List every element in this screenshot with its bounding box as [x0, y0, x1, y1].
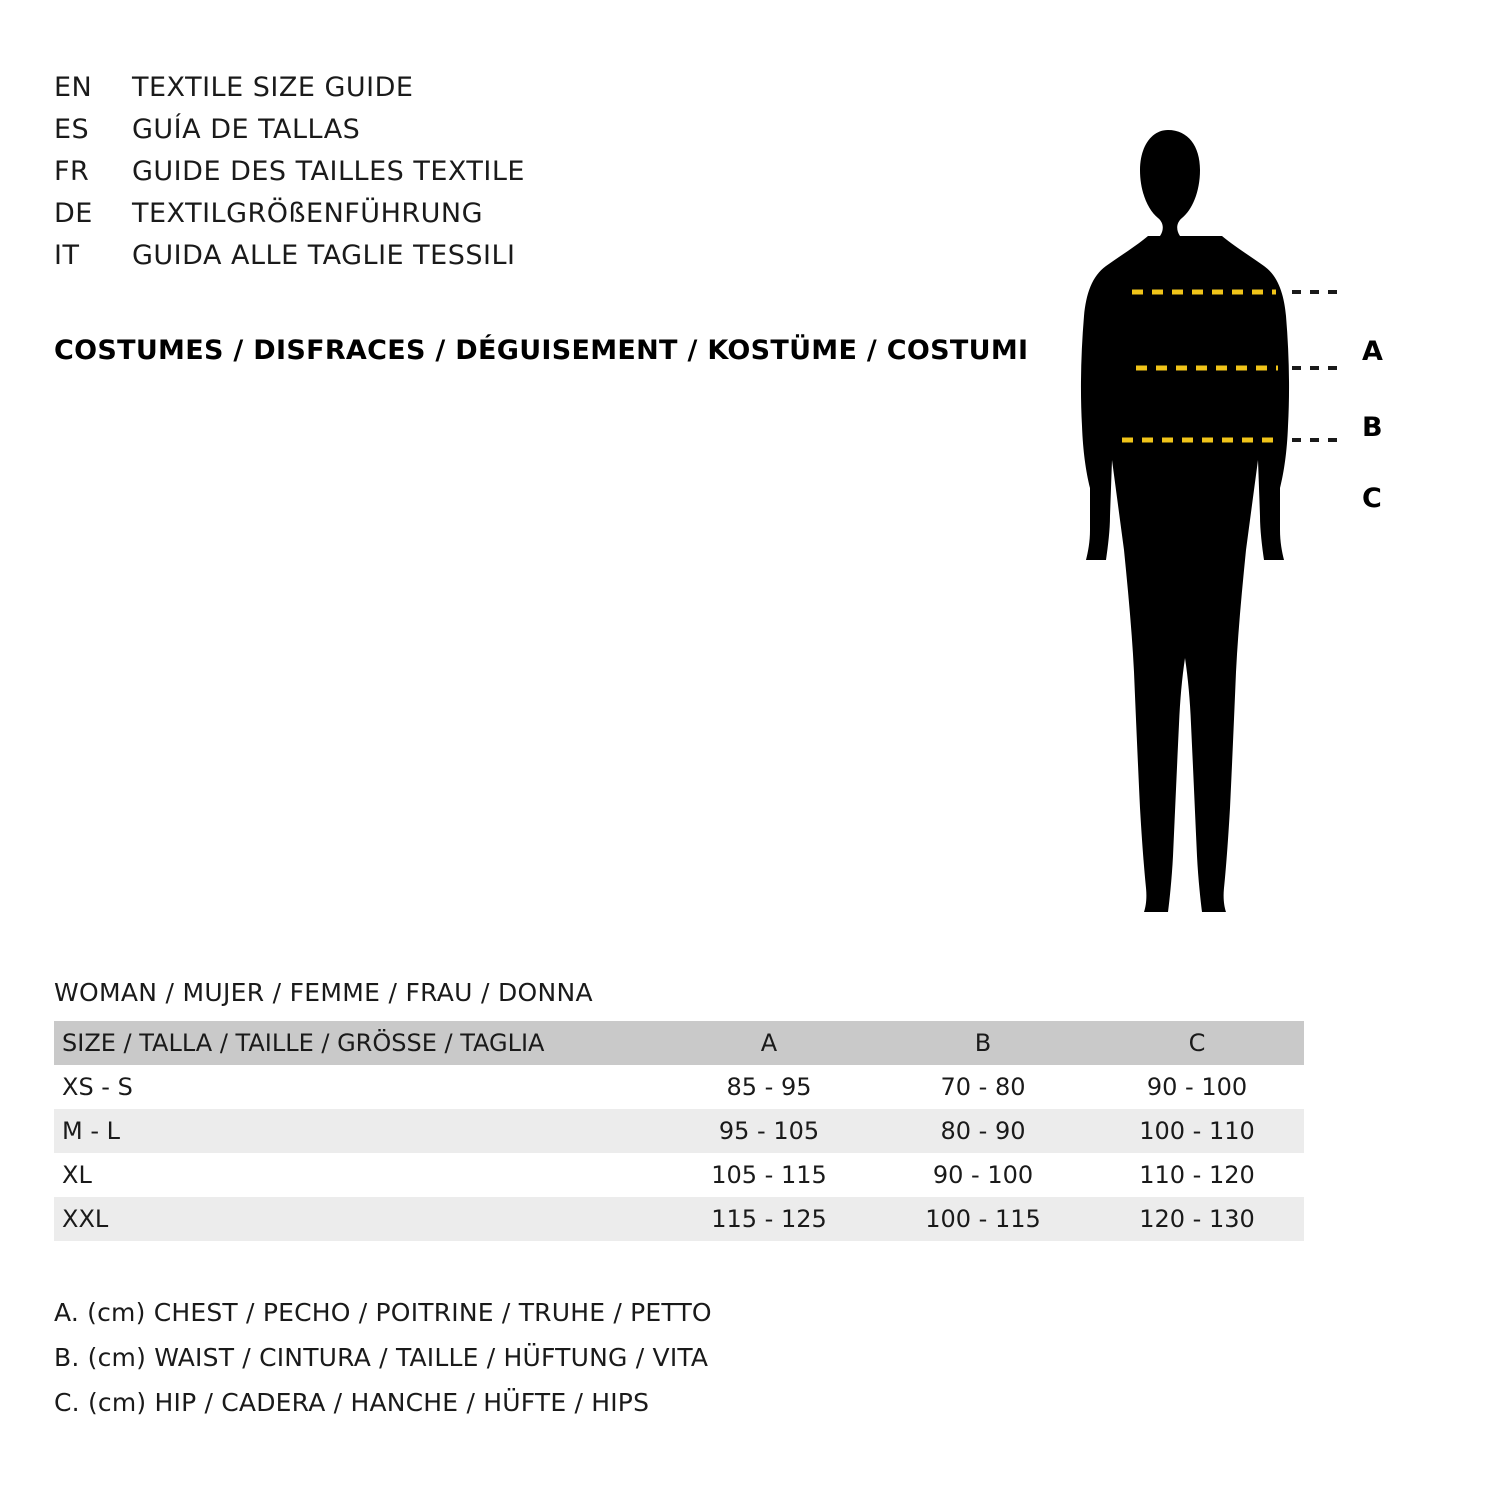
language-row-en — [54, 72, 1014, 114]
legend-item-b: B. (cm) WAIST / CINTURA / TAILLE / HÜFTUNG / VITA — [54, 1343, 709, 1372]
cell-a: 105 - 115 — [711, 1161, 827, 1189]
cell-a: 95 - 105 — [718, 1117, 820, 1145]
table-row — [54, 1065, 1304, 1109]
column-header-c: C — [1188, 1029, 1206, 1057]
size-table — [54, 1021, 1304, 1241]
cell-b: 80 - 90 — [940, 1117, 1026, 1145]
measurement-legend — [54, 1290, 712, 1425]
language-row-it — [54, 240, 1014, 282]
cell-size: XL — [62, 1161, 92, 1189]
silhouette-body — [1081, 130, 1289, 912]
cell-size: XS - S — [62, 1073, 133, 1101]
table-header-row — [54, 1021, 1304, 1065]
legend-item-c: C. (cm) HIP / CADERA / HANCHE / HÜFTE / HIPS — [54, 1388, 650, 1417]
language-row-fr — [54, 156, 1014, 198]
marker-label-a: A — [1362, 336, 1383, 367]
language-title: GUIDA ALLE TAGLIE TESSILI — [132, 240, 516, 271]
cell-c: 90 - 100 — [1146, 1073, 1248, 1101]
size-table-head — [54, 1021, 1304, 1065]
language-code: DE — [54, 198, 93, 229]
size-table-section — [54, 978, 1454, 1241]
cell-size: M - L — [62, 1117, 120, 1145]
legend-item-a: A. (cm) CHEST / PECHO / POITRINE / TRUHE / PETTO — [54, 1298, 712, 1327]
language-title: GUIDE DES TAILLES TEXTILE — [132, 156, 525, 187]
cell-b: 90 - 100 — [932, 1161, 1034, 1189]
cell-c: 100 - 110 — [1139, 1117, 1255, 1145]
language-code: IT — [54, 240, 80, 271]
table-caption: WOMAN / MUJER / FEMME / FRAU / DONNA — [54, 978, 593, 1007]
column-header-a: A — [760, 1029, 778, 1057]
table-row — [54, 1109, 1304, 1153]
table-row — [54, 1153, 1304, 1197]
cell-b: 70 - 80 — [940, 1073, 1026, 1101]
language-title: TEXTILE SIZE GUIDE — [132, 72, 414, 103]
language-code: ES — [54, 114, 90, 145]
language-code: EN — [54, 72, 93, 103]
language-title: TEXTILGRÖßENFÜHRUNG — [132, 198, 484, 229]
cell-c: 120 - 130 — [1139, 1205, 1255, 1233]
language-row-es — [54, 114, 1014, 156]
cell-a: 115 - 125 — [711, 1205, 827, 1233]
cell-size: XXL — [62, 1205, 109, 1233]
language-title: GUÍA DE TALLAS — [132, 114, 361, 145]
size-table-body — [54, 1065, 1304, 1241]
marker-label-c: C — [1362, 483, 1382, 514]
leader-lines — [1292, 292, 1346, 440]
table-row — [54, 1197, 1304, 1241]
column-header-b: B — [974, 1029, 992, 1057]
marker-label-b: B — [1362, 412, 1383, 443]
language-header-block — [54, 72, 1014, 282]
language-row-de — [54, 198, 1014, 240]
language-code: FR — [54, 156, 90, 187]
cell-a: 85 - 95 — [726, 1073, 812, 1101]
silhouette-svg — [1040, 60, 1460, 940]
woman-silhouette-figure — [1040, 60, 1460, 940]
costumes-subtitle: COSTUMES / DISFRACES / DÉGUISEMENT / KOSTÜME / COSTUMI — [54, 335, 1029, 366]
column-header-size: SIZE / TALLA / TAILLE / GRÖSSE / TAGLIA — [62, 1029, 545, 1057]
cell-c: 110 - 120 — [1139, 1161, 1255, 1189]
cell-b: 100 - 115 — [925, 1205, 1041, 1233]
